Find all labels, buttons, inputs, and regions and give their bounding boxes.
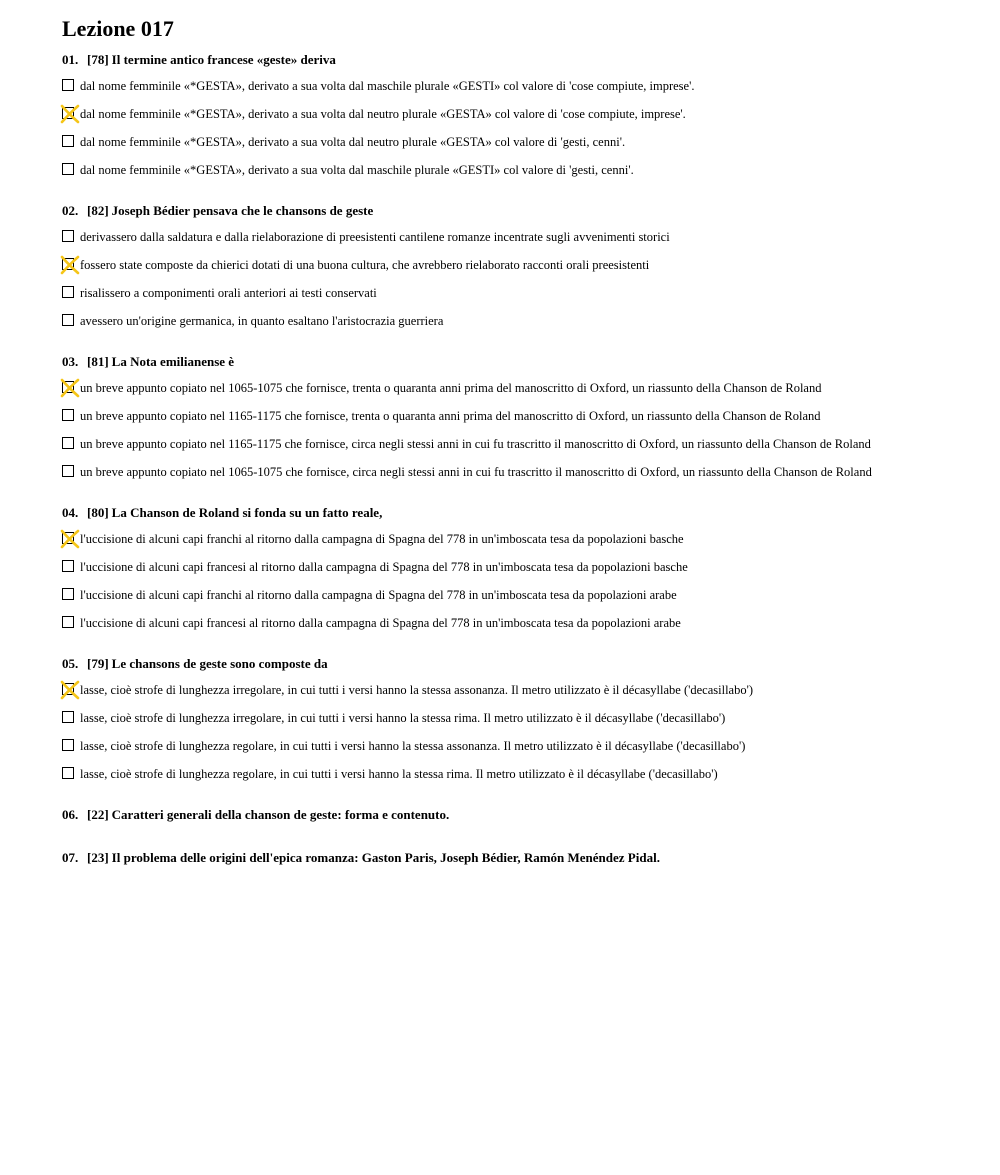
question-number: 04.: [62, 505, 79, 520]
answer-option[interactable]: [62, 587, 962, 603]
answer-text: lasse, cioè strofe di lunghezza regolare, in cui tutti i versi hanno la stessa rima. Il metro utilizzato è il décasyllabe ('decasillabo'): [80, 767, 718, 781]
answer-checkbox[interactable]: [62, 258, 74, 270]
question-list: [62, 52, 962, 866]
answer-checkbox[interactable]: [62, 532, 74, 544]
question-text: Joseph Bédier pensava che le chansons de geste: [111, 203, 374, 218]
answer-text: risalissero a componimenti orali anteriori ai testi conservati: [80, 286, 377, 300]
answer-option[interactable]: [62, 78, 962, 94]
answer-option[interactable]: [62, 380, 962, 396]
answer-checkbox[interactable]: [62, 314, 74, 326]
answer-text: un breve appunto copiato nel 1065-1075 che fornisce, circa negli stessi anni in cui fu trascritto il manoscritto di Oxford, un riassunto della Chanson de Roland: [80, 465, 872, 479]
answer-checkbox[interactable]: [62, 163, 74, 175]
question-number: 07.: [62, 850, 79, 865]
answer-text: l'uccisione di alcuni capi franchi al ritorno dalla campagna di Spagna del 778 in un'imboscata tesa da popolazioni arabe: [80, 588, 677, 602]
answer-text: avessero un'origine germanica, in quanto esaltano l'aristocrazia guerriera: [80, 314, 444, 328]
answer-text: l'uccisione di alcuni capi francesi al ritorno dalla campagna di Spagna del 778 in un'imboscata tesa da popolazioni basche: [80, 560, 688, 574]
answer-option[interactable]: [62, 313, 962, 329]
question-heading: [62, 656, 962, 672]
question-number: 01.: [62, 52, 79, 67]
question-heading: [62, 505, 962, 521]
question-id: [22]: [87, 807, 109, 822]
question-3: [62, 354, 962, 480]
question-id: [80]: [87, 505, 109, 520]
answer-text: l'uccisione di alcuni capi francesi al ritorno dalla campagna di Spagna del 778 in un'imboscata tesa da popolazioni arabe: [80, 616, 681, 630]
question-2: [62, 203, 962, 329]
answer-option[interactable]: [62, 766, 962, 782]
answer-text: dal nome femminile «*GESTA», derivato a sua volta dal maschile plurale «GESTI» col valore di 'cose compiute, imprese'.: [80, 79, 695, 93]
lesson-page: [62, 16, 962, 876]
answer-option[interactable]: [62, 134, 962, 150]
answer-option[interactable]: [62, 285, 962, 301]
answer-text: dal nome femminile «*GESTA», derivato a sua volta dal neutro plurale «GESTA» col valore di 'cose compiute, imprese'.: [80, 107, 686, 121]
answer-option[interactable]: [62, 738, 962, 754]
answer-option[interactable]: [62, 464, 962, 480]
answer-checkbox[interactable]: [62, 107, 74, 119]
question-number: 02.: [62, 203, 79, 218]
question-5: [62, 656, 962, 782]
answer-checkbox[interactable]: [62, 588, 74, 600]
answer-checkbox[interactable]: [62, 711, 74, 723]
question-spacer: [62, 190, 962, 203]
answer-option[interactable]: [62, 559, 962, 575]
question-text: Le chansons de geste sono composte da: [111, 656, 328, 671]
answer-checkbox[interactable]: [62, 767, 74, 779]
answer-option[interactable]: [62, 436, 962, 452]
question-text: La Nota emilianense è: [111, 354, 235, 369]
answer-text: derivassero dalla saldatura e dalla rielaborazione di preesistenti cantilene romanze incentrate sugli avvenimenti storici: [80, 230, 670, 244]
answer-checkbox[interactable]: [62, 286, 74, 298]
answer-checkbox[interactable]: [62, 739, 74, 751]
answer-text: dal nome femminile «*GESTA», derivato a sua volta dal neutro plurale «GESTA» col valore di 'gesti, cenni'.: [80, 135, 626, 149]
question-id: [78]: [87, 52, 109, 67]
question-number: 06.: [62, 807, 79, 822]
answer-option[interactable]: [62, 229, 962, 245]
answer-checkbox[interactable]: [62, 409, 74, 421]
question-number: 03.: [62, 354, 79, 369]
answer-text: lasse, cioè strofe di lunghezza regolare, in cui tutti i versi hanno la stessa assonanza. Il metro utilizzato è il décasyllabe ('decasillabo'): [80, 739, 746, 753]
answer-checkbox[interactable]: [62, 683, 74, 695]
answer-checkbox[interactable]: [62, 79, 74, 91]
question-heading: [62, 203, 962, 219]
page-title: Lezione 017: [62, 16, 174, 41]
question-heading: [62, 850, 962, 866]
answer-option[interactable]: [62, 615, 962, 631]
answer-checkbox[interactable]: [62, 560, 74, 572]
question-spacer: [62, 492, 962, 505]
question-id: [82]: [87, 203, 109, 218]
question-6: [62, 807, 962, 823]
question-number: 05.: [62, 656, 79, 671]
question-1: [62, 52, 962, 178]
question-spacer: [62, 643, 962, 656]
answer-checkbox[interactable]: [62, 437, 74, 449]
answer-option[interactable]: [62, 710, 962, 726]
question-heading: [62, 52, 962, 68]
answer-checkbox[interactable]: [62, 381, 74, 393]
question-id: [81]: [87, 354, 109, 369]
answer-option[interactable]: [62, 531, 962, 547]
answer-option[interactable]: [62, 682, 962, 698]
question-id: [23]: [87, 850, 109, 865]
answer-option[interactable]: [62, 162, 962, 178]
answer-text: l'uccisione di alcuni capi franchi al ritorno dalla campagna di Spagna del 778 in un'imboscata tesa da popolazioni basche: [80, 532, 684, 546]
question-heading: [62, 354, 962, 370]
question-spacer: [62, 833, 962, 850]
question-text: Il termine antico francese «geste» deriva: [111, 52, 336, 67]
answer-checkbox[interactable]: [62, 465, 74, 477]
question-id: [79]: [87, 656, 109, 671]
answer-text: dal nome femminile «*GESTA», derivato a sua volta dal maschile plurale «GESTI» col valore di 'gesti, cenni'.: [80, 163, 634, 177]
answer-text: un breve appunto copiato nel 1165-1175 che fornisce, circa negli stessi anni in cui fu trascritto il manoscritto di Oxford, un riassunto della Chanson de Roland: [80, 437, 871, 451]
question-text: Il problema delle origini dell'epica romanza: Gaston Paris, Joseph Bédier, Ramón Menéndez Pidal.: [111, 850, 660, 865]
question-heading: [62, 807, 962, 823]
answer-checkbox[interactable]: [62, 230, 74, 242]
answer-option[interactable]: [62, 106, 962, 122]
answer-checkbox[interactable]: [62, 135, 74, 147]
answer-option[interactable]: [62, 257, 962, 273]
answer-text: un breve appunto copiato nel 1065-1075 che fornisce, trenta o quaranta anni prima del manoscritto di Oxford, un riassunto della Chanson de Roland: [80, 381, 822, 395]
question-spacer: [62, 341, 962, 354]
answer-text: fossero state composte da chierici dotati di una buona cultura, che avrebbero rielaborato racconti orali preesistenti: [80, 258, 650, 272]
answer-text: lasse, cioè strofe di lunghezza irregolare, in cui tutti i versi hanno la stessa rima. Il metro utilizzato è il décasyllabe ('decasillabo'): [80, 711, 726, 725]
answer-text: lasse, cioè strofe di lunghezza irregolare, in cui tutti i versi hanno la stessa assonanza. Il metro utilizzato è il décasyllabe ('decasillabo'): [80, 683, 754, 697]
answer-option[interactable]: [62, 408, 962, 424]
question-text: Caratteri generali della chanson de geste: forma e contenuto.: [111, 807, 450, 822]
question-4: [62, 505, 962, 631]
question-spacer: [62, 794, 962, 807]
question-text: La Chanson de Roland si fonda su un fatto reale,: [111, 505, 383, 520]
answer-text: un breve appunto copiato nel 1165-1175 che fornisce, trenta o quaranta anni prima del manoscritto di Oxford, un riassunto della Chanson de Roland: [80, 409, 821, 423]
answer-checkbox[interactable]: [62, 616, 74, 628]
question-7: [62, 850, 962, 866]
